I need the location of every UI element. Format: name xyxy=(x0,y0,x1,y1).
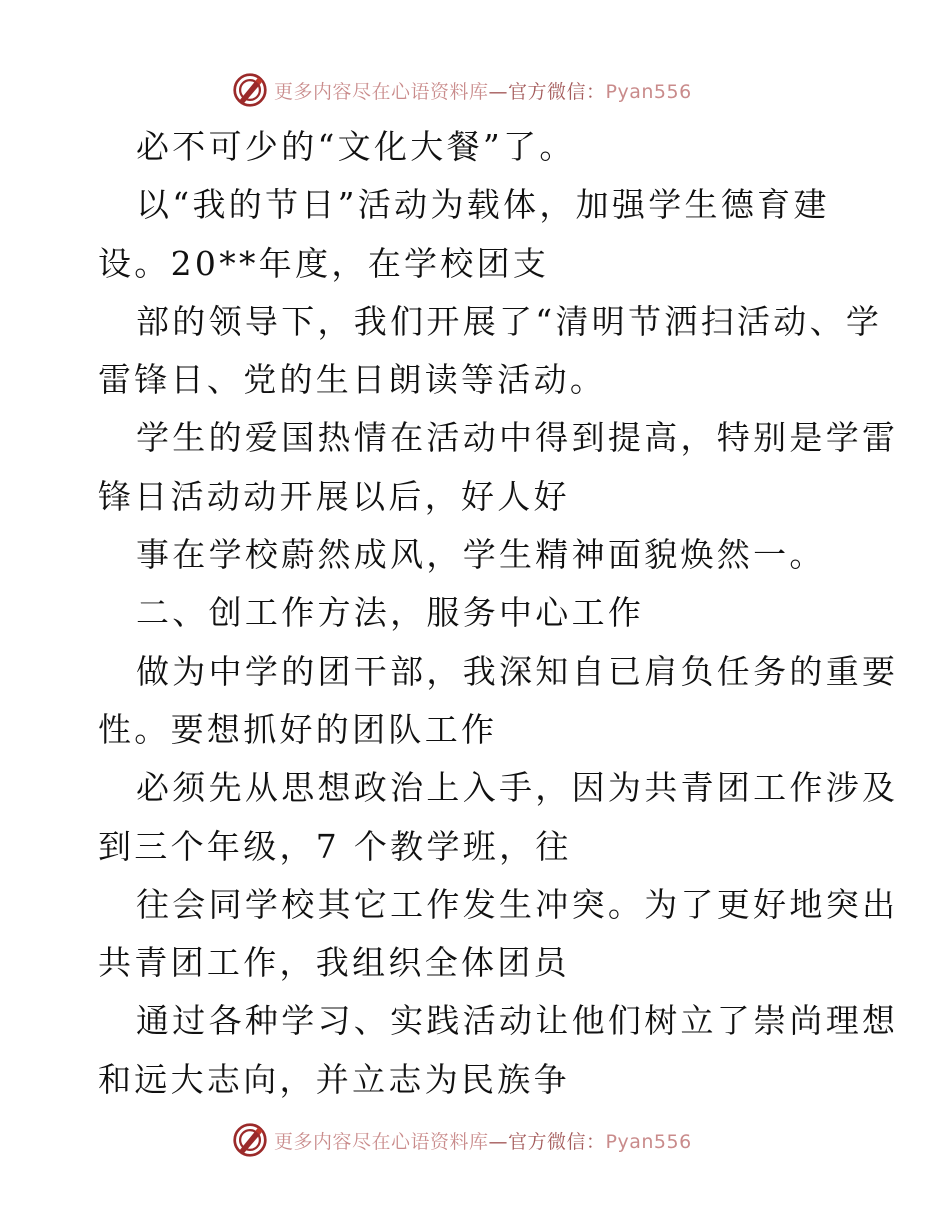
text-line: 和远大志向，并立志为民族争 xyxy=(98,1059,570,1099)
watermark-library-text: 更多内容尽在心语资料库 xyxy=(274,1130,489,1153)
text-line: 学生的爱国热情在活动中得到提高，特别是学雷 xyxy=(136,418,899,458)
text-line: 到三个年级，7 个教学班，往 xyxy=(98,826,572,866)
text-line: 以“我的节日”活动为载体，加强学生德育建 xyxy=(136,185,830,225)
watermark-wechat-label: —官方微信： xyxy=(488,1130,606,1153)
watermark-wechat-label: —官方微信： xyxy=(488,80,606,103)
text-line: 共青团工作，我组织全体团员 xyxy=(98,943,570,983)
footer-watermark xyxy=(232,1120,692,1160)
watermark-wechat-id: Pyan556 xyxy=(605,80,692,103)
text-line: 做为中学的团干部，我深知自已肩负任务的重要 xyxy=(136,651,899,691)
text-line: 通过各种学习、实践活动让他们树立了崇尚理想 xyxy=(136,1001,899,1041)
text-line: 部的领导下，我们开展了“清明节洒扫活动、学 xyxy=(136,301,883,341)
text-line: 必须先从思想政治上入手，因为共青团工作涉及 xyxy=(136,768,899,808)
text-line: 必不可少的“文化大餐”了。 xyxy=(136,127,576,166)
section-heading: 二、创工作方法，服务中心工作 xyxy=(136,593,645,633)
watermark-wechat-id: Pyan556 xyxy=(605,1130,692,1153)
text-line: 性。要想抓好的团队工作 xyxy=(98,709,498,749)
pen-logo-icon xyxy=(232,1122,268,1158)
text-line: 事在学校蔚然成风，学生精神面貌焕然一。 xyxy=(136,535,826,575)
header-watermark xyxy=(232,70,692,110)
text-line: 往会同学校其它工作发生冲突。为了更好地突出 xyxy=(136,884,899,924)
text-line: 设。20**年度，在学校团支 xyxy=(98,243,550,283)
text-line: 雷锋日、党的生日朗读等活动。 xyxy=(98,360,607,400)
text-line: 锋日活动动开展以后，好人好 xyxy=(98,476,570,516)
pen-logo-icon xyxy=(232,72,268,108)
document-body xyxy=(98,118,899,1109)
watermark-library-text: 更多内容尽在心语资料库 xyxy=(274,80,489,103)
